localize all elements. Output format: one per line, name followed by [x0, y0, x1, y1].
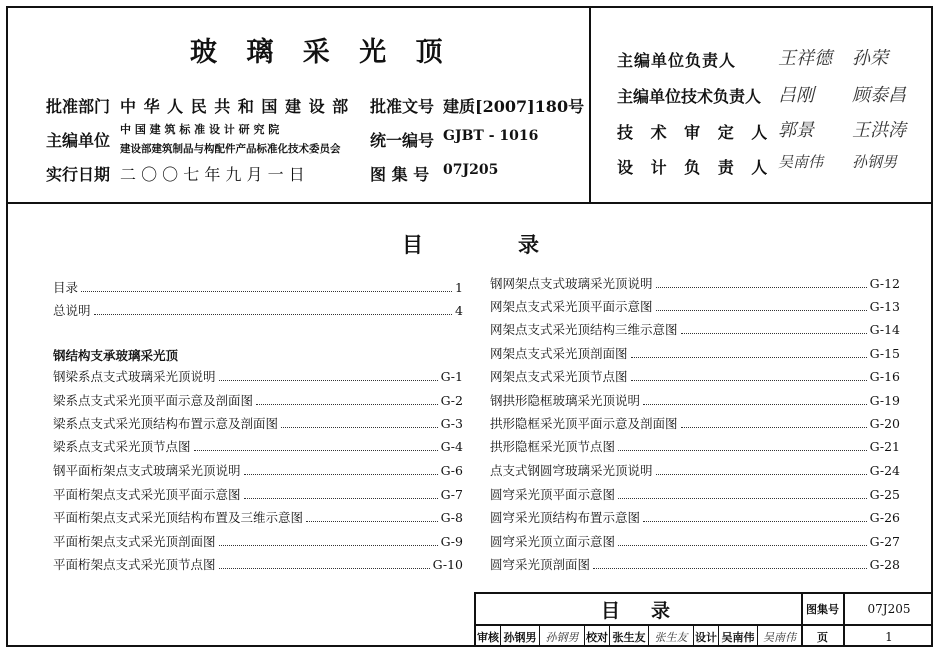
responsible-role-2: 技 术 审 定 人 — [617, 123, 774, 142]
toc-item-label: 拱形隐框采光顶平面示意及剖面图 — [490, 416, 678, 431]
toc-item[interactable] — [53, 368, 463, 386]
toc-item-label: 平面桁架点支式采光顶平面示意图 — [53, 487, 241, 502]
responsible-signature-1b: 顾泰昌 — [852, 85, 906, 106]
toc-item-page: G-1 — [440, 369, 463, 384]
page-label: 页 — [817, 630, 828, 644]
toc-item[interactable] — [490, 415, 900, 433]
toc-item-label: 梁系点支式采光顶结构布置示意及剖面图 — [53, 416, 279, 431]
toc-item-page: G-28 — [869, 557, 900, 572]
toc-item[interactable] — [53, 486, 463, 504]
leader-dots — [618, 450, 867, 451]
header-divider — [6, 202, 933, 204]
check-signature: 张生友 — [654, 630, 688, 644]
toc-item[interactable] — [53, 302, 463, 320]
toc-item-label: 圆穹采光顶结构布置示意图 — [490, 510, 641, 525]
toc-item-label: 圆穹采光顶剖面图 — [490, 557, 591, 572]
toc-item-page: G-26 — [869, 510, 900, 525]
toc-item-label: 网架点支式采光顶结构三维示意图 — [490, 322, 678, 337]
leader-dots — [643, 521, 867, 522]
toc-item-label: 网架点支式采光顶剖面图 — [490, 346, 628, 361]
review-label: 审核 — [477, 630, 499, 644]
atlas-no-label: 图 集 号 — [370, 165, 430, 184]
toc-item[interactable] — [53, 279, 463, 297]
approve-dept-value: 中 华 人 民 共 和 国 建 设 部 — [120, 97, 350, 116]
toc-item-page: G-13 — [869, 299, 900, 314]
toc-item-label: 平面桁架点支式采光顶结构布置及三维示意图 — [53, 510, 304, 525]
editor-unit-line2: 建设部建筑制品与构配件产品标准化技术委员会 — [120, 143, 341, 155]
toc-item-label: 网架点支式采光顶节点图 — [490, 369, 628, 384]
toc-item-page: G-15 — [869, 346, 900, 361]
leader-dots — [219, 568, 430, 569]
toc-item-page: G-20 — [869, 416, 900, 431]
leader-dots — [593, 568, 867, 569]
title-block-atlas-value: 07J205 — [867, 602, 911, 616]
toc-item-page: G-16 — [869, 369, 900, 384]
toc-item-label: 钢平面桁架点支式玻璃采光顶说明 — [53, 463, 241, 478]
toc-item-page: G-8 — [440, 510, 463, 525]
leader-dots — [244, 474, 438, 475]
editor-unit-line1: 中 国 建 筑 标 准 设 计 研 究 院 — [120, 123, 280, 136]
responsible-signature-2a: 郭景 — [778, 120, 814, 141]
leader-dots — [681, 333, 867, 334]
toc-item-label: 钢网架点支式玻璃采光顶说明 — [490, 276, 653, 291]
leader-dots — [643, 404, 867, 405]
leader-dots — [656, 310, 867, 311]
toc-item[interactable] — [53, 438, 463, 456]
toc-item[interactable] — [490, 345, 900, 363]
leader-dots — [94, 314, 453, 315]
unified-no-label: 统一编号 — [370, 131, 435, 150]
toc-section-title: 钢结构支承玻璃采光顶 — [53, 348, 179, 363]
toc-item[interactable] — [490, 462, 900, 480]
design-signature: 吴南伟 — [763, 630, 796, 644]
responsible-signature-3b: 孙钢男 — [852, 153, 898, 171]
atlas-no-value: 07J205 — [443, 162, 499, 178]
toc-item-page: G-4 — [440, 439, 463, 454]
toc-item-label: 目录 — [53, 280, 79, 295]
leader-dots — [306, 521, 438, 522]
responsible-signature-2b: 王洪涛 — [852, 120, 906, 141]
toc-item-label: 钢拱形隐框玻璃采光顶说明 — [490, 393, 641, 408]
toc-item[interactable] — [53, 462, 463, 480]
toc-item-page: G-7 — [440, 487, 463, 502]
responsible-signature-3a: 吴南伟 — [778, 153, 824, 171]
leader-dots — [219, 545, 438, 546]
leader-dots — [281, 427, 438, 428]
responsible-signature-0b: 孙荣 — [852, 48, 888, 69]
toc-item-page: G-3 — [440, 416, 463, 431]
leader-dots — [631, 357, 867, 358]
unified-no-value: GJBT - 1016 — [443, 128, 539, 144]
toc-item-label: 钢梁系点支式玻璃采光顶说明 — [53, 369, 216, 384]
toc-item[interactable] — [53, 392, 463, 410]
toc-item-page: G-6 — [440, 463, 463, 478]
toc-item-page: G-27 — [869, 534, 900, 549]
toc-item[interactable] — [53, 556, 463, 574]
toc-item[interactable] — [490, 533, 900, 551]
check-name: 张生友 — [612, 630, 646, 644]
leader-dots — [194, 450, 438, 451]
responsible-role-1: 主编单位技术负责人 — [617, 87, 762, 106]
design-label: 设计 — [695, 630, 717, 644]
approve-doc-value: 建质[2007]180号 — [443, 97, 585, 116]
toc-item-label: 点支式钢圆穹玻璃采光顶说明 — [490, 463, 653, 478]
toc-item-label: 拱形隐框采光顶节点图 — [490, 439, 616, 454]
responsible-role-3: 设 计 负 责 人 — [617, 158, 774, 177]
effective-date-value: 二 〇 〇 七 年 九 月 一 日 — [120, 165, 305, 184]
leader-dots — [656, 474, 867, 475]
toc-item-label: 梁系点支式采光顶平面示意及剖面图 — [53, 393, 254, 408]
toc-item-page: G-9 — [440, 534, 463, 549]
toc-item-page: G-25 — [869, 487, 900, 502]
toc-item-page: G-10 — [432, 557, 463, 572]
toc-item[interactable] — [490, 438, 900, 456]
review-signature: 孙钢男 — [545, 630, 579, 644]
toc-item-page: G-14 — [869, 322, 900, 337]
toc-item-label: 圆穹采光顶立面示意图 — [490, 534, 616, 549]
toc-item[interactable] — [490, 321, 900, 339]
toc-item[interactable] — [490, 509, 900, 527]
toc-item-page: G-12 — [869, 276, 900, 291]
header-column-divider — [589, 6, 591, 203]
toc-item[interactable] — [53, 533, 463, 551]
page-value: 1 — [885, 629, 893, 644]
leader-dots — [681, 427, 867, 428]
leader-dots — [81, 291, 452, 292]
leader-dots — [219, 380, 438, 381]
toc-item-page: G-24 — [869, 463, 900, 478]
approve-dept-label: 批准部门 — [46, 97, 111, 116]
toc-item[interactable] — [490, 368, 900, 386]
toc-item-label: 梁系点支式采光顶节点图 — [53, 439, 191, 454]
review-name: 孙钢男 — [503, 630, 537, 644]
editor-unit-label: 主编单位 — [46, 131, 111, 150]
toc-item[interactable] — [490, 486, 900, 504]
toc-item[interactable] — [53, 415, 463, 433]
effective-date-label: 实行日期 — [46, 165, 111, 184]
responsible-signature-0a: 王祥德 — [778, 48, 832, 69]
toc-item-page: 1 — [455, 280, 463, 295]
toc-item-label: 总说明 — [53, 303, 91, 318]
toc-item[interactable] — [490, 275, 900, 293]
toc-item-page: 4 — [455, 303, 463, 318]
approve-doc-label: 批准文号 — [370, 97, 435, 116]
toc-item-label: 平面桁架点支式采光顶剖面图 — [53, 534, 216, 549]
leader-dots — [631, 380, 867, 381]
document-title: 玻 璃 采 光 顶 — [190, 37, 453, 68]
toc-item[interactable] — [490, 298, 900, 316]
check-label: 校对 — [586, 630, 608, 644]
toc-item-page: G-21 — [869, 439, 900, 454]
title-block-name: 目 录 — [600, 599, 676, 622]
responsible-signature-1a: 吕刚 — [778, 85, 814, 106]
toc-item-label: 平面桁架点支式采光顶节点图 — [53, 557, 216, 572]
leader-dots — [256, 404, 438, 405]
title-block-atlas-label: 图集号 — [806, 603, 839, 616]
responsible-role-0: 主编单位负责人 — [617, 51, 737, 70]
leader-dots — [244, 498, 438, 499]
leader-dots — [618, 545, 867, 546]
toc-item[interactable] — [490, 556, 900, 574]
toc-item-page: G-19 — [869, 393, 900, 408]
toc-item-page: G-2 — [440, 393, 463, 408]
design-name: 吴南伟 — [721, 630, 755, 644]
toc-heading: 目 录 — [402, 232, 547, 257]
leader-dots — [618, 498, 867, 499]
toc-item-label: 网架点支式采光顶平面示意图 — [490, 299, 653, 314]
toc-item[interactable] — [490, 392, 900, 410]
toc-item[interactable] — [53, 509, 463, 527]
toc-item-label: 圆穹采光顶平面示意图 — [490, 487, 616, 502]
leader-dots — [656, 287, 867, 288]
